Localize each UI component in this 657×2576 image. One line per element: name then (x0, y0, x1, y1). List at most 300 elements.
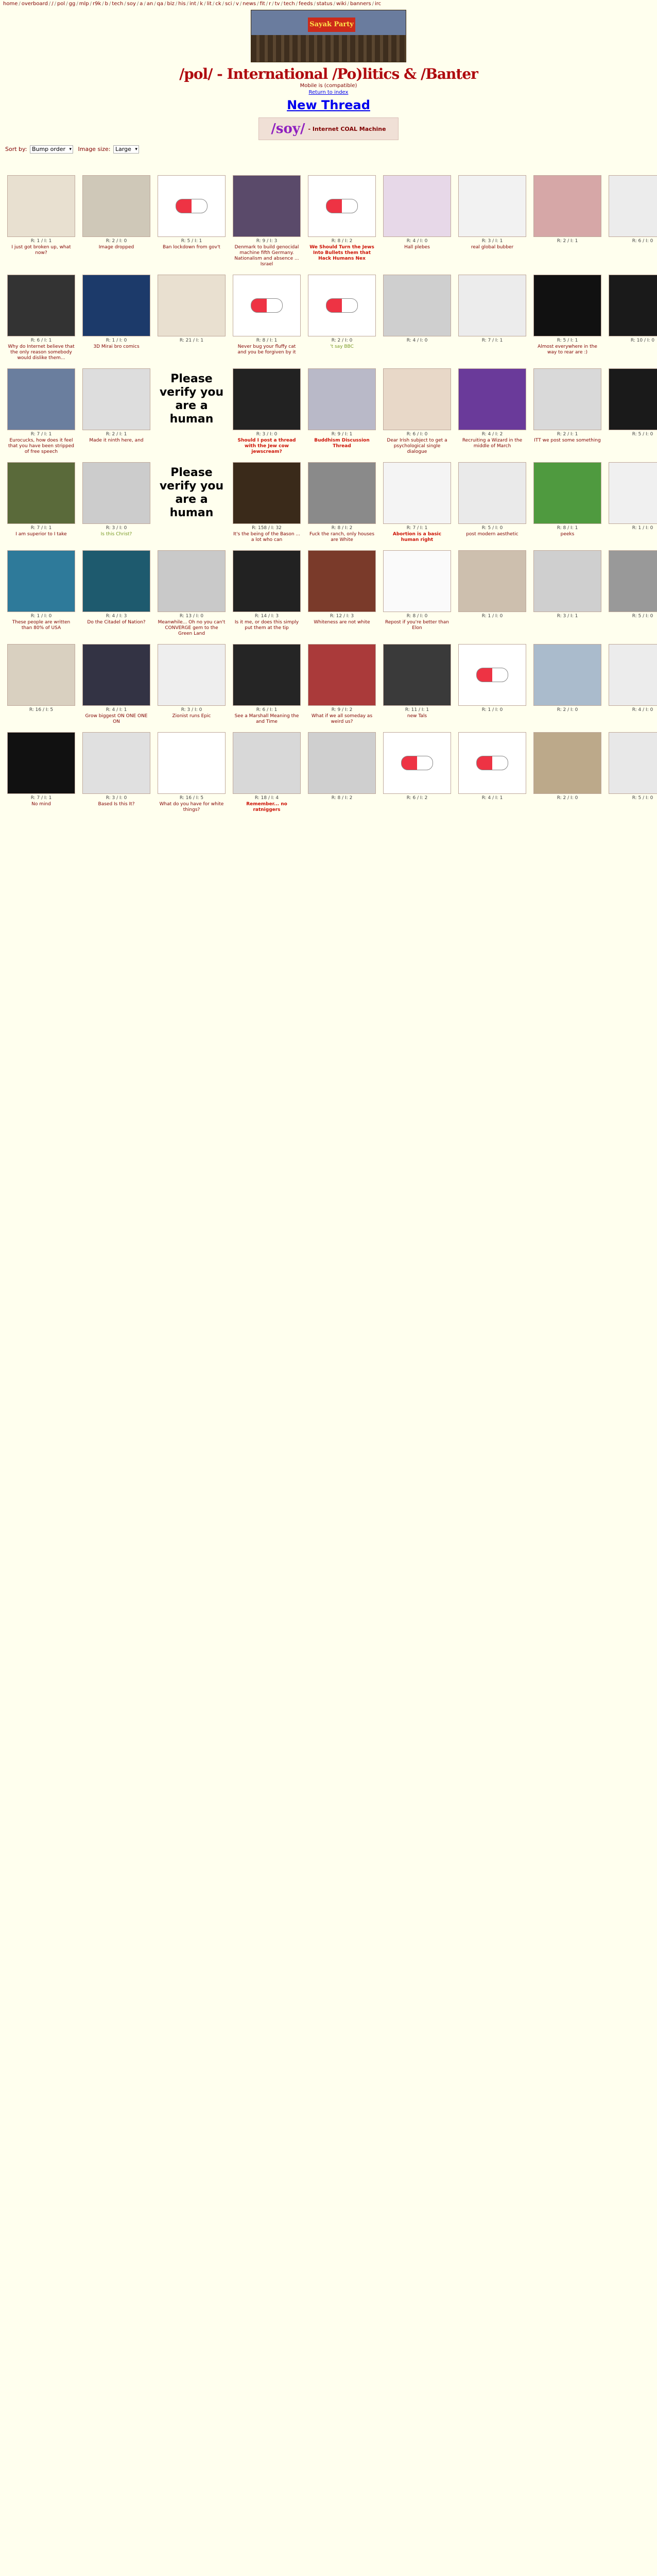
thread-stats: R: 16 / I: 5 (179, 795, 204, 801)
thread-teaser: I am superior to I take (15, 532, 67, 537)
catalog-thread[interactable] (531, 275, 603, 368)
nav-separator: / (281, 1, 283, 7)
catalog-thread[interactable] (607, 550, 657, 644)
catalog-thread[interactable] (80, 275, 152, 368)
thread-thumbnail[interactable] (158, 550, 226, 612)
sort-label: Sort by: (5, 146, 27, 152)
thread-stats: R: 158 / I: 32 (252, 526, 282, 531)
thread-stats: R: 9 / I: 3 (256, 239, 278, 244)
thread-stats: R: 8 / I: 2 (331, 239, 353, 244)
thread-thumbnail[interactable] (383, 732, 451, 794)
nav-separator: / (54, 1, 57, 7)
thread-thumbnail[interactable] (383, 550, 451, 612)
page-title: /pol/ - International /Po)litics & /Banter (179, 65, 478, 82)
nav-separator: / (314, 1, 316, 7)
catalog-thread[interactable] (155, 644, 228, 732)
thread-stats: R: 3 / I: 0 (256, 432, 278, 437)
thread-thumbnail[interactable] (383, 462, 451, 524)
thread-thumbnail[interactable] (308, 275, 376, 336)
catalog-thread[interactable] (155, 368, 228, 462)
catalog-thread[interactable] (5, 732, 77, 820)
thread-teaser: Is this Christ? (100, 532, 132, 537)
catalog-thread[interactable] (231, 368, 303, 462)
thread-stats: R: 2 / I: 0 (106, 239, 127, 244)
thread-thumbnail[interactable] (233, 462, 301, 524)
thread-teaser: Made it ninth here, and (89, 438, 144, 443)
thread-thumbnail[interactable] (609, 368, 657, 430)
nav-separator: / (272, 1, 274, 7)
nav-link[interactable]: lit (206, 1, 212, 7)
thread-thumbnail[interactable] (458, 550, 526, 612)
thread-stats: R: 3 / I: 0 (106, 526, 127, 531)
catalog-controls (5, 145, 657, 154)
catalog-thread[interactable] (5, 175, 77, 275)
thread-thumbnail[interactable] (7, 732, 75, 794)
thread-teaser: Grow biggest ON ONE ONE ON (85, 714, 148, 724)
catalog-thread[interactable] (607, 368, 657, 462)
verify-human-notice[interactable]: Please verify you are a human (159, 372, 224, 426)
mobile-link[interactable]: Mobile is (compatible) (300, 83, 357, 89)
banner-crowd (251, 35, 406, 62)
thread-stats: R: 6 / I: 1 (30, 338, 52, 343)
header-sub-links (0, 82, 657, 96)
catalog-thread[interactable] (231, 462, 303, 550)
nav-link[interactable]: news (243, 1, 256, 7)
thread-thumbnail[interactable] (308, 732, 376, 794)
ad-tagline: - Internet COAL Machine (308, 125, 386, 132)
top-navigation (0, 0, 657, 8)
ad-logo: /soy/ (271, 121, 305, 137)
catalog-thread[interactable] (607, 275, 657, 368)
catalog-thread[interactable] (5, 550, 77, 644)
thread-thumbnail[interactable] (7, 175, 75, 237)
thread-thumbnail[interactable] (458, 732, 526, 794)
catalog-thread[interactable] (531, 368, 603, 462)
thread-thumbnail[interactable] (82, 550, 150, 612)
thread-thumbnail[interactable] (533, 550, 601, 612)
thread-stats: R: 1 / I: 1 (30, 239, 52, 244)
thread-stats: R: 13 / I: 0 (179, 614, 204, 619)
thread-stats: R: 2 / I: 1 (557, 239, 578, 244)
thread-stats: R: 8 / I: 1 (256, 338, 278, 343)
nav-separator: / (197, 1, 199, 7)
catalog-thread[interactable] (456, 368, 528, 462)
nav-separator: / (175, 1, 178, 7)
thread-thumbnail[interactable] (233, 644, 301, 706)
nav-separator: / (66, 1, 68, 7)
thread-thumbnail[interactable] (82, 275, 150, 336)
sort-select[interactable]: Bump order ▾ (30, 145, 73, 154)
thread-stats: R: 7 / I: 1 (406, 526, 428, 531)
catalog-grid (5, 175, 655, 820)
image-size-label: Image size: (78, 146, 111, 152)
nav-link[interactable]: biz (167, 1, 175, 7)
thread-teaser: Fuck the ranch, only houses are White (309, 532, 375, 543)
nav-link[interactable]: status (316, 1, 333, 7)
catalog-thread[interactable] (231, 275, 303, 368)
nav-link[interactable]: v (235, 1, 239, 7)
thread-stats: R: 5 / I: 0 (481, 526, 503, 531)
nav-link[interactable]: his (178, 1, 186, 7)
thread-thumbnail[interactable] (609, 550, 657, 612)
thread-teaser: We Should Turn the Jews Into Bullets them that Hack Humans Nex (309, 245, 374, 261)
nav-link[interactable]: tv (274, 1, 280, 7)
catalog-thread[interactable] (306, 275, 378, 368)
thread-teaser: Why do Internet believe that the only reason somebody would dislike them... (8, 344, 75, 361)
thread-teaser: No mind (31, 802, 51, 807)
thread-teaser: Recruiting a Wizard in the middle of March (462, 438, 523, 449)
thread-teaser: I just got broken up, what now? (11, 245, 71, 256)
thread-teaser: Repost if you're better than Elon (385, 620, 449, 631)
thread-stats: R: 2 / I: 0 (331, 338, 353, 343)
catalog-thread[interactable] (381, 275, 453, 368)
thread-stats: R: 10 / I: 0 (630, 338, 655, 343)
catalog-thread[interactable] (607, 644, 657, 732)
catalog-thread[interactable] (381, 732, 453, 820)
thread-thumbnail[interactable] (233, 368, 301, 430)
thread-thumbnail[interactable] (383, 275, 451, 336)
thread-thumbnail[interactable] (458, 368, 526, 430)
nav-separator: / (239, 1, 242, 7)
catalog-thread[interactable] (607, 175, 657, 275)
nav-separator: / (186, 1, 188, 7)
thread-thumbnail[interactable] (533, 275, 601, 336)
thread-thumbnail[interactable] (533, 368, 601, 430)
nav-separator: / (222, 1, 224, 7)
thread-teaser: It's the being of the Bason ... a lot who can (233, 532, 301, 543)
catalog-thread[interactable] (381, 644, 453, 732)
thread-stats: R: 2 / I: 1 (106, 432, 127, 437)
pill-icon (401, 756, 433, 770)
thread-teaser: post modern aesthetic (466, 532, 518, 537)
thread-teaser: 3D Mirai bro comics (93, 344, 140, 349)
catalog-thread[interactable] (231, 550, 303, 644)
thread-stats: R: 8 / I: 0 (406, 614, 428, 619)
nav-separator: / (213, 1, 215, 7)
nav-link[interactable]: home (3, 1, 18, 7)
thread-teaser: Image dropped (98, 245, 134, 250)
thread-teaser: Abortion is a basic human right (392, 532, 442, 543)
thread-thumbnail[interactable] (308, 462, 376, 524)
nav-link[interactable]: pol (57, 1, 65, 7)
thread-thumbnail[interactable] (308, 644, 376, 706)
thread-thumbnail[interactable] (458, 175, 526, 237)
nav-link[interactable]: wiki (336, 1, 347, 7)
nav-separator: / (102, 1, 104, 7)
catalog-thread[interactable] (456, 275, 528, 368)
nav-link[interactable]: qa (157, 1, 164, 7)
pill-icon (176, 199, 208, 213)
thread-thumbnail[interactable] (533, 462, 601, 524)
thread-teaser: Buddhism Discussion Thread (314, 438, 370, 449)
pill-icon (326, 199, 358, 213)
thread-thumbnail[interactable] (308, 368, 376, 430)
thread-stats: R: 1 / I: 0 (481, 614, 503, 619)
thread-teaser: Remember... no ratniggers (246, 802, 287, 812)
catalog-thread[interactable] (155, 550, 228, 644)
thread-teaser: Dear Irish subject to get a psychological single dialogue (387, 438, 447, 454)
thread-thumbnail[interactable] (383, 644, 451, 706)
thread-thumbnail[interactable] (609, 644, 657, 706)
catalog-thread[interactable] (5, 462, 77, 550)
thread-thumbnail[interactable] (233, 275, 301, 336)
nav-separator: / (266, 1, 268, 7)
thread-thumbnail[interactable] (308, 550, 376, 612)
thread-thumbnail[interactable] (609, 275, 657, 336)
nav-link[interactable]: r (269, 1, 271, 7)
thread-stats: R: 4 / I: 0 (406, 239, 428, 244)
return-link[interactable]: Return to index (308, 90, 349, 95)
catalog-thread[interactable] (531, 462, 603, 550)
thread-thumbnail[interactable] (7, 550, 75, 612)
thread-stats: R: 4 / I: 0 (632, 707, 653, 713)
thread-stats: R: 4 / I: 1 (106, 707, 127, 713)
nav-separator: / (296, 1, 298, 7)
catalog-thread[interactable] (306, 368, 378, 462)
catalog-thread[interactable] (306, 644, 378, 732)
nav-link[interactable]: k (200, 1, 203, 7)
thread-thumbnail[interactable] (82, 175, 150, 237)
thread-stats: R: 4 / I: 1 (481, 795, 503, 801)
nav-link[interactable]: gg (68, 1, 76, 7)
nav-link[interactable]: int (189, 1, 197, 7)
nav-separator: / (109, 1, 111, 7)
thread-stats: R: 2 / I: 1 (557, 432, 578, 437)
ad-banner[interactable] (258, 117, 399, 140)
nav-separator: / (144, 1, 146, 7)
thread-thumbnail[interactable] (533, 644, 601, 706)
board-banner[interactable] (251, 10, 406, 62)
new-thread-link[interactable]: New Thread (287, 98, 370, 112)
thread-teaser: real global bubber (471, 245, 514, 250)
thread-thumbnail[interactable] (82, 462, 150, 524)
thread-thumbnail[interactable] (609, 732, 657, 794)
nav-separator: / (204, 1, 206, 7)
nav-separator: / (347, 1, 349, 7)
thread-teaser: Eurocucks, how does it feel that you have been stripped of free speech (8, 438, 74, 454)
thread-stats: R: 6 / I: 2 (406, 795, 428, 801)
thread-thumbnail[interactable] (7, 275, 75, 336)
nav-link[interactable]: overboard (21, 1, 48, 7)
nav-link[interactable]: r9k (93, 1, 101, 7)
thread-teaser: Meanwhile... Oh no you can't CONVERGE gem to the Green Land (158, 620, 226, 636)
catalog-thread[interactable] (381, 175, 453, 275)
catalog-thread[interactable] (80, 550, 152, 644)
catalog-thread[interactable] (5, 368, 77, 462)
thread-teaser: Never bug your fluffy cat and you be forgiven by it (237, 344, 296, 355)
nav-link[interactable]: irc (374, 1, 382, 7)
nav-separator: / (333, 1, 336, 7)
thread-thumbnail[interactable] (82, 368, 150, 430)
catalog-thread[interactable] (607, 462, 657, 550)
catalog-thread[interactable] (155, 275, 228, 368)
catalog-thread[interactable] (381, 462, 453, 550)
thread-teaser: Zionist runs Epic (172, 714, 211, 719)
thread-teaser: Hall plebes (404, 245, 430, 250)
thread-teaser: new Tals (407, 714, 427, 719)
thread-stats: R: 16 / I: 5 (29, 707, 54, 713)
pill-icon (326, 298, 358, 313)
thread-teaser: peeks (560, 532, 575, 537)
thread-stats: R: 5 / I: 0 (632, 614, 653, 619)
catalog-thread[interactable] (456, 644, 528, 732)
thread-thumbnail[interactable] (7, 368, 75, 430)
catalog-thread[interactable] (80, 175, 152, 275)
catalog-thread[interactable] (155, 175, 228, 275)
thread-stats: R: 3 / I: 1 (557, 614, 578, 619)
thread-stats: R: 3 / I: 0 (106, 795, 127, 801)
nav-link[interactable]: feeds (299, 1, 313, 7)
thread-thumbnail[interactable] (7, 462, 75, 524)
thread-stats: R: 12 / I: 3 (330, 614, 354, 619)
nav-separator: / (372, 1, 374, 7)
thread-stats: R: 2 / I: 0 (557, 795, 578, 801)
thread-thumbnail[interactable] (158, 644, 226, 706)
nav-separator: / (48, 1, 51, 7)
catalog-thread[interactable] (231, 175, 303, 275)
thread-stats: R: 7 / I: 1 (481, 338, 503, 343)
catalog-thread[interactable] (381, 368, 453, 462)
thread-teaser: Do the Citadel of Nation? (87, 620, 146, 625)
catalog-thread[interactable] (531, 550, 603, 644)
nav-separator: / (124, 1, 126, 7)
thread-stats: R: 7 / I: 1 (30, 432, 52, 437)
thread-thumbnail[interactable] (383, 368, 451, 430)
thread-thumbnail[interactable] (82, 732, 150, 794)
catalog-thread[interactable] (381, 550, 453, 644)
thread-stats: R: 6 / I: 1 (256, 707, 278, 713)
thread-thumbnail[interactable] (383, 175, 451, 237)
nav-link[interactable]: ck (215, 1, 221, 7)
catalog-thread[interactable] (531, 175, 603, 275)
thread-thumbnail[interactable] (158, 275, 226, 336)
nav-link[interactable]: b (105, 1, 108, 7)
catalog-thread[interactable] (80, 368, 152, 462)
catalog-thread[interactable] (155, 732, 228, 820)
thread-teaser: See a Marshall Meaning the and Time (234, 714, 299, 724)
thread-stats: R: 9 / I: 2 (331, 707, 353, 713)
thread-stats: R: 11 / I: 1 (405, 707, 429, 713)
thread-stats: R: 5 / I: 1 (557, 338, 578, 343)
catalog-thread[interactable] (5, 275, 77, 368)
nav-link[interactable]: tech (112, 1, 124, 7)
thread-stats: R: 9 / I: 1 (331, 432, 353, 437)
thread-stats: R: 8 / I: 2 (331, 526, 353, 531)
thread-thumbnail[interactable] (158, 732, 226, 794)
thread-thumbnail[interactable] (458, 644, 526, 706)
catalog-thread[interactable] (306, 550, 378, 644)
catalog-thread[interactable] (231, 732, 303, 820)
image-size-select[interactable]: Large ▾ (113, 145, 139, 154)
thread-stats: R: 14 / I: 3 (254, 614, 279, 619)
thread-thumbnail[interactable] (233, 550, 301, 612)
thread-thumbnail[interactable] (82, 644, 150, 706)
catalog-thread[interactable] (306, 175, 378, 275)
catalog-thread[interactable] (531, 644, 603, 732)
thread-teaser: Ban lockdown from gov't (163, 245, 220, 250)
nav-link[interactable]: fit (260, 1, 265, 7)
catalog-thread[interactable] (80, 732, 152, 820)
thread-thumbnail[interactable] (233, 732, 301, 794)
nav-link[interactable]: tech (283, 1, 295, 7)
nav-separator: / (257, 1, 259, 7)
thread-teaser: Is it me, or does this simply put them at the tip (234, 620, 299, 631)
thread-stats: R: 5 / I: 0 (632, 795, 653, 801)
thread-thumbnail[interactable] (533, 732, 601, 794)
thread-stats: R: 5 / I: 0 (632, 432, 653, 437)
thread-stats: R: 3 / I: 0 (181, 707, 202, 713)
nav-link[interactable]: an (146, 1, 153, 7)
catalog-thread[interactable] (456, 732, 528, 820)
thread-teaser: These people are written than 80% of USA (12, 620, 71, 631)
thread-thumbnail[interactable] (458, 275, 526, 336)
thread-stats: R: 21 / I: 1 (179, 338, 204, 343)
thread-thumbnail[interactable] (158, 175, 226, 237)
thread-teaser: Should I post a thread with the Jew cow jewscream? (237, 438, 296, 454)
thread-thumbnail[interactable] (609, 462, 657, 524)
catalog-thread[interactable] (306, 462, 378, 550)
thread-stats: R: 1 / I: 0 (481, 707, 503, 713)
thread-teaser: Denmark to build genocidal machine fifth Germany. Nationalism and absence ... Israel (234, 245, 299, 267)
thread-thumbnail[interactable] (233, 175, 301, 237)
thread-thumbnail[interactable] (308, 175, 376, 237)
banner-flag-text: Sayak Party (308, 18, 355, 32)
catalog-thread[interactable] (531, 732, 603, 820)
catalog-thread[interactable] (231, 644, 303, 732)
thread-stats: R: 8 / I: 2 (331, 795, 353, 801)
nav-link[interactable]: soy (127, 1, 136, 7)
thread-stats: R: 7 / I: 1 (30, 795, 52, 801)
thread-teaser: What do you have for white things? (159, 802, 224, 812)
thread-stats: R: 2 / I: 0 (557, 707, 578, 713)
thread-teaser: ITT we post some something (534, 438, 601, 443)
catalog-thread[interactable] (306, 732, 378, 820)
pill-icon (476, 668, 508, 682)
nav-link[interactable]: / (51, 1, 54, 7)
thread-teaser: Almost everywhere in the way to rear are :) (538, 344, 597, 355)
thread-thumbnail[interactable] (609, 175, 657, 237)
nav-link[interactable]: a (140, 1, 143, 7)
verify-human-notice[interactable]: Please verify you are a human (159, 466, 224, 519)
thread-stats: R: 6 / I: 0 (632, 239, 653, 244)
thread-teaser: Based Is this It? (98, 802, 135, 807)
thread-thumbnail[interactable] (458, 462, 526, 524)
thread-stats: R: 7 / I: 1 (30, 526, 52, 531)
nav-link[interactable]: sci (225, 1, 232, 7)
catalog-thread[interactable] (80, 462, 152, 550)
thread-stats: R: 1 / I: 0 (106, 338, 127, 343)
thread-teaser: Whiteness are not white (314, 620, 370, 625)
catalog-thread[interactable] (456, 175, 528, 275)
catalog-thread[interactable] (456, 550, 528, 644)
thread-thumbnail[interactable] (533, 175, 601, 237)
nav-separator: / (233, 1, 235, 7)
catalog-thread[interactable] (607, 732, 657, 820)
thread-stats: R: 4 / I: 2 (481, 432, 503, 437)
thread-thumbnail[interactable] (7, 644, 75, 706)
nav-link[interactable]: mlp (79, 1, 89, 7)
thread-stats: R: 8 / I: 1 (557, 526, 578, 531)
pill-icon (476, 756, 508, 770)
nav-link[interactable]: banners (350, 1, 371, 7)
catalog-thread[interactable] (80, 644, 152, 732)
board-header (0, 10, 657, 140)
catalog-thread[interactable] (456, 462, 528, 550)
thread-stats: R: 5 / I: 1 (181, 239, 202, 244)
catalog-thread[interactable] (5, 644, 77, 732)
catalog-thread[interactable] (155, 462, 228, 550)
thread-stats: R: 4 / I: 3 (106, 614, 127, 619)
